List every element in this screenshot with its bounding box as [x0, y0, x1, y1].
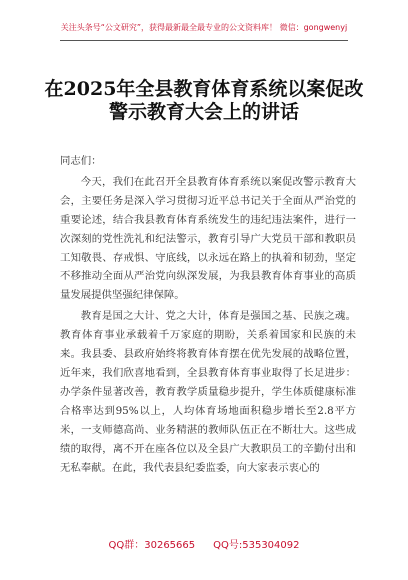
- title-line-2: 警示教育大会上的讲话: [108, 101, 299, 123]
- header-banner: 关注头条号“公文研究”，获得最新最全最专业的公文资料库！ 微信：gongwenyj: [60, 23, 348, 32]
- title-line-1: 在2025年全县教育体育系统以案促改: [44, 78, 364, 100]
- header-divider: [60, 40, 348, 41]
- document-title: [30, 78, 378, 124]
- paragraph-2: 教育是国之大计、党之大计，体育是强国之基、民族之魂。教育体育事业承载着千万家庭的期盼，关系着国家和民族的未来。我县委、县政府始终将教育体育摆在优先发展的战略位置，近年来，我们欣喜地看到，全县教育体育事业取得了长足进步：办学条件显著改善，教育教学质量稳步提升，学生体质健康标准合格率达到95%以上，人均体育场地面积稳步增长至2.8平方米，一支师德高尚、业务精湛的教师队伍正在不断壮大。这些成绩的取得，离不开在座各位以及全县广大教职员工的辛勤付出和无私奉献。在此，我代表县纪委监委，向大家表示衷心的: [60, 310, 356, 474]
- qq-number: QQ号:535304092: [213, 540, 300, 551]
- qq-group: QQ群：30265665: [108, 540, 196, 551]
- paragraph-1: 今天，我们在此召开全县教育体育系统以案促改警示教育大会，主要任务是深入学习贯彻习近平总书记关于全面从严治党的重要论述，结合我县教育体育系统发生的违纪违法案件，进行一次深刻的党性洗礼和纪法警示，教育引导广大党员干部和教职员工知敬畏、存戒惧、守底线，以永远在路上的执着和韧劲，坚定不移推动全面从严治党向纵深发展，为我县教育体育事业的高质量发展提供坚强纪律保障。: [60, 175, 356, 302]
- document-body: [60, 152, 356, 479]
- footer-contact: [0, 536, 408, 551]
- greeting: 同志们：: [60, 155, 102, 167]
